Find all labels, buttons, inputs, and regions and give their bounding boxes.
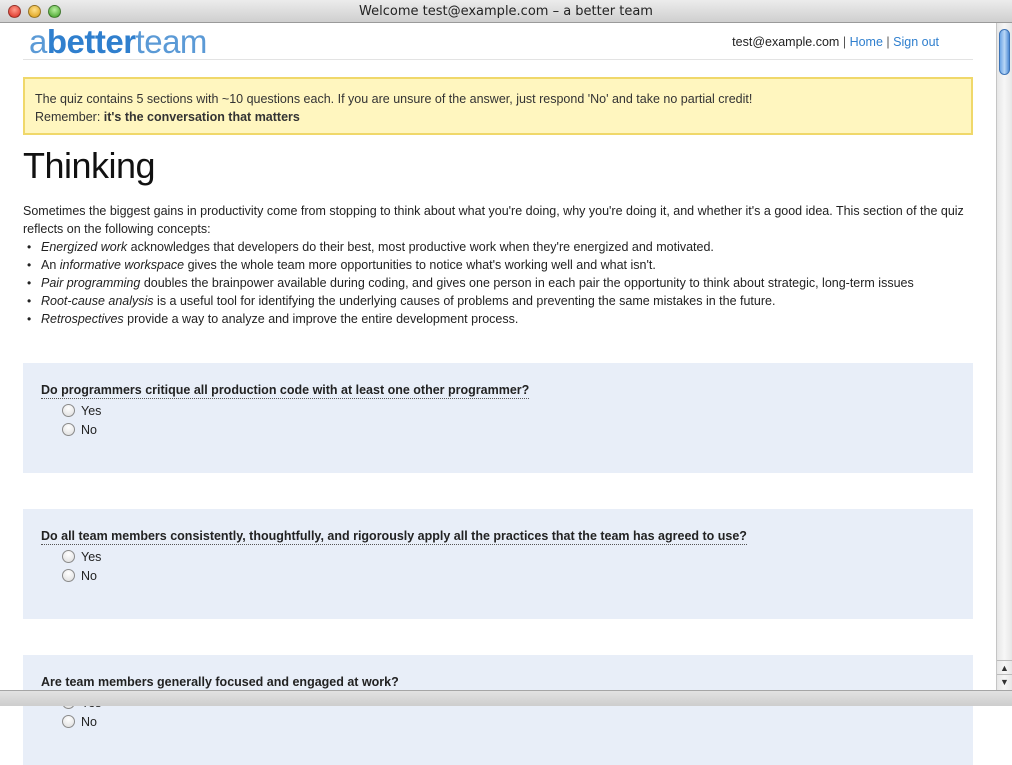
concept-text: acknowledges that developers do their best, most productive work when they're energized and motivated. (127, 240, 714, 254)
notice-line-2 (35, 108, 961, 126)
scroll-down-arrow-icon[interactable]: ▼ (997, 674, 1012, 688)
radio-no[interactable] (62, 715, 75, 728)
option-label: No (81, 422, 97, 437)
question-block (23, 509, 973, 619)
concept-text: is a useful tool for identifying the underlying causes of problems and preventing the same mistakes in the future. (153, 294, 776, 308)
option-label: No (81, 714, 97, 729)
radio-yes[interactable] (62, 550, 75, 563)
site-header (23, 23, 973, 60)
radio-no[interactable] (62, 423, 75, 436)
radio-no[interactable] (62, 569, 75, 582)
question-text: Are team members generally focused and engaged at work? (41, 675, 399, 689)
question-text: Do programmers critique all production code with at least one other programmer? (41, 383, 530, 397)
concept-item (23, 274, 973, 292)
notice-line-1: The quiz contains 5 sections with ~10 questions each. If you are unsure of the answer, just respond 'No' and take no partial credit! (35, 92, 753, 106)
site-logo[interactable] (29, 24, 207, 60)
concept-text: doubles the brainpower available during coding, and gives one person in each pair the opportunity to think about strategic, long-term issues (140, 276, 914, 290)
answer-no[interactable] (62, 568, 955, 583)
concept-item (23, 292, 973, 310)
concept-term: Retrospectives (41, 312, 124, 326)
intro-paragraph: Sometimes the biggest gains in productivity come from stopping to think about what you're doing, why you're doing it, and whether it's a good idea. This section of the quiz reflects on the following concepts: (23, 204, 964, 236)
question-block (23, 363, 973, 473)
logo-part-better: better (46, 23, 136, 60)
concept-term: Root-cause analysis (41, 294, 154, 308)
question-text: Do all team members consistently, thoughtfully, and rigorously apply all the practices that the team has agreed to use? (41, 529, 747, 543)
radio-yes[interactable] (62, 404, 75, 417)
concept-text: gives the whole team more opportunities to notice what's working well and what isn't. (184, 258, 656, 272)
concept-list (23, 238, 973, 328)
home-link[interactable]: Home (849, 35, 883, 49)
window-title: Welcome test@example.com – a better team (359, 4, 653, 19)
notice-remember-label: Remember: (35, 110, 104, 124)
page-content (23, 23, 973, 729)
answer-yes[interactable] (62, 403, 955, 418)
concept-term: informative workspace (59, 258, 185, 272)
concept-term: Energized work (41, 240, 128, 254)
sign-out-link[interactable]: Sign out (893, 35, 939, 49)
notice-emphasis: it's the conversation that matters (103, 110, 300, 124)
answer-no[interactable] (62, 714, 955, 729)
concept-item (23, 310, 973, 328)
user-email: test@example.com (732, 35, 840, 49)
logo-part-team: team (135, 23, 207, 60)
window-titlebar (0, 0, 1012, 23)
vertical-scrollbar[interactable] (996, 23, 1012, 690)
option-label: Yes (81, 549, 102, 564)
concept-item (23, 238, 973, 256)
scroll-thumb[interactable] (999, 29, 1010, 75)
concept-term: Pair programming (41, 276, 141, 290)
concept-text: provide a way to analyze and improve the entire development process. (123, 312, 519, 326)
logo-part-a: a (29, 23, 47, 60)
option-label: Yes (81, 403, 102, 418)
status-bar (0, 690, 1012, 706)
answer-yes[interactable] (62, 549, 955, 564)
answer-no[interactable] (62, 422, 955, 437)
user-bar (732, 35, 939, 49)
option-label: No (81, 568, 97, 583)
separator: | (842, 35, 847, 49)
concept-prefix: An (41, 258, 60, 272)
scroll-up-arrow-icon[interactable]: ▲ (997, 660, 1012, 674)
section-intro (23, 202, 973, 328)
concept-item (23, 256, 973, 274)
separator: | (886, 35, 890, 49)
section-title: Thinking (23, 145, 156, 186)
quiz-notice (23, 77, 973, 135)
question-block (23, 655, 973, 765)
